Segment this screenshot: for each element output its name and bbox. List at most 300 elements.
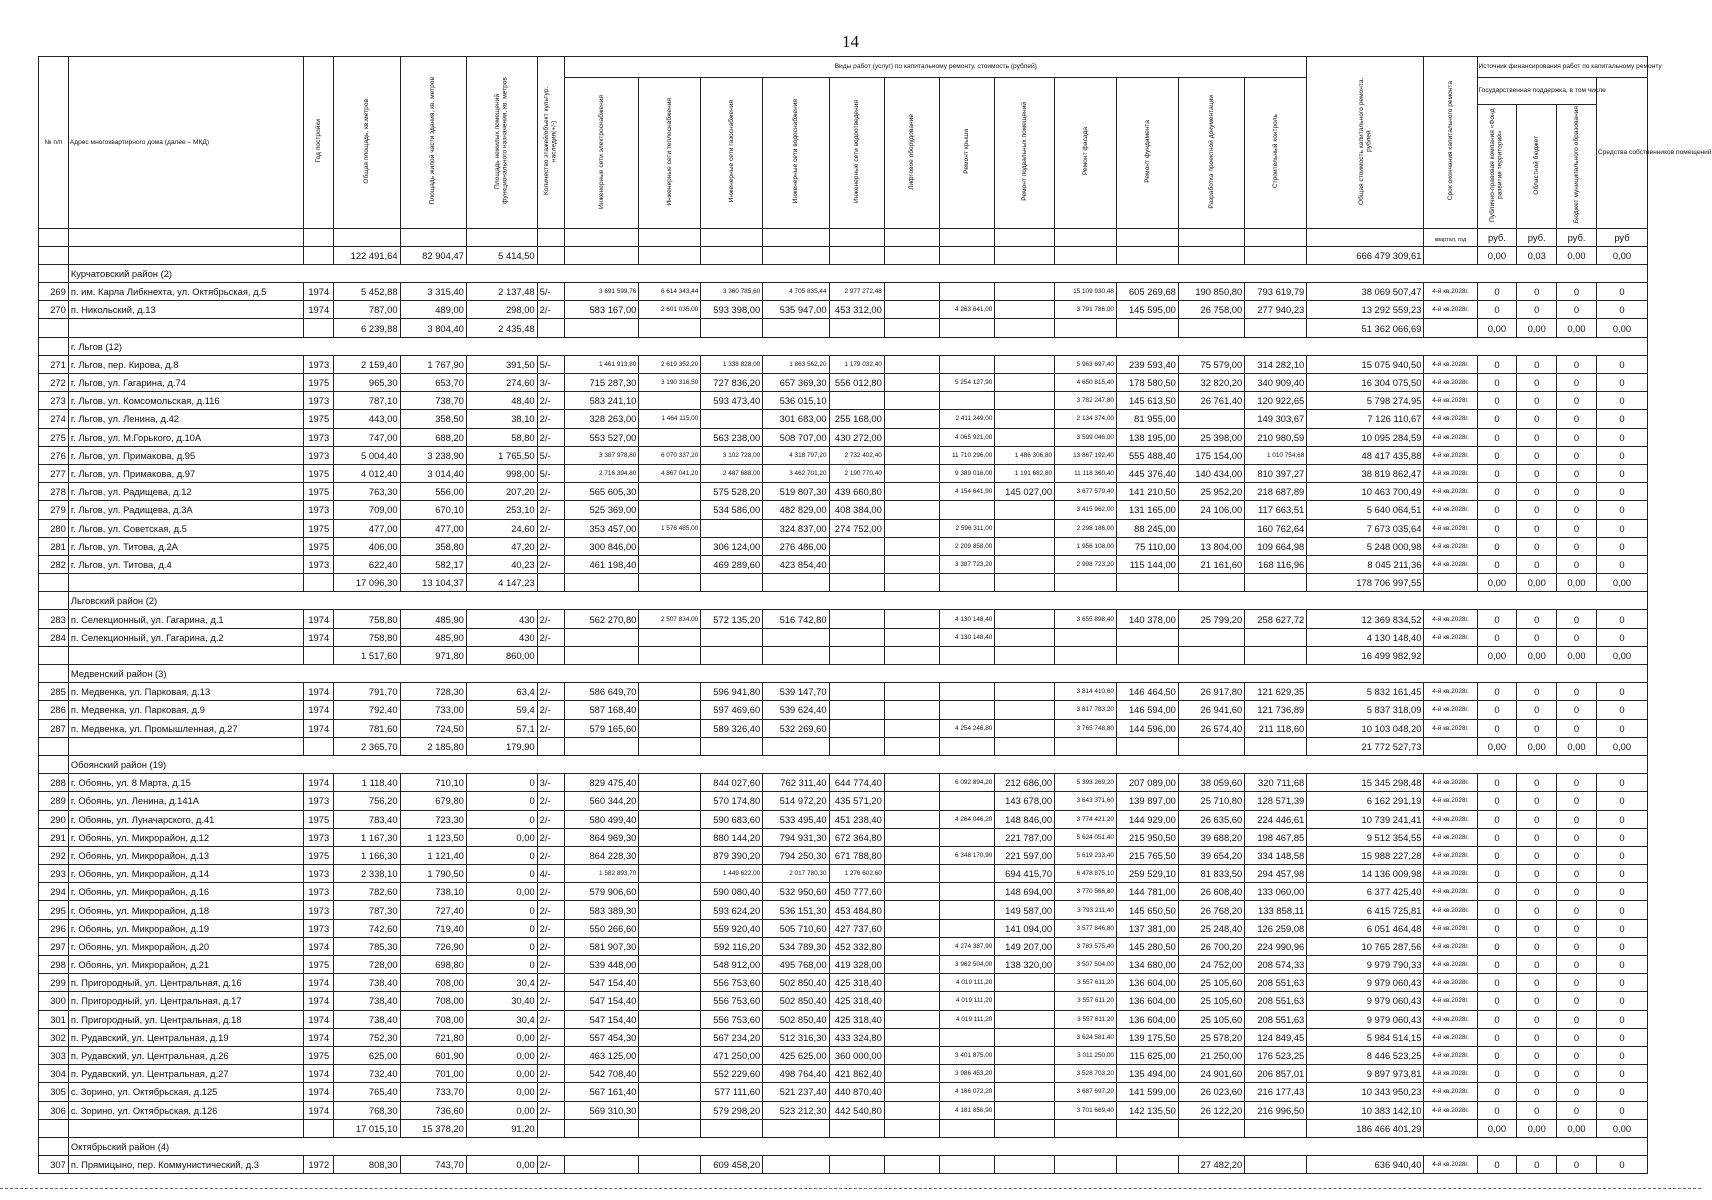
page-bottom-rule bbox=[0, 1188, 1701, 1189]
work-power-cost: 586 649,70 bbox=[565, 683, 639, 701]
work-gas-cost: 1 449 622,00 bbox=[701, 865, 763, 883]
empty-cell bbox=[1116, 737, 1178, 755]
work-roof-cost: 2 411 249,00 bbox=[940, 410, 995, 428]
funding-value: 0 bbox=[1477, 956, 1517, 974]
house-address: п. Селекционный, ул. Гагарина, д.2 bbox=[68, 628, 304, 646]
empty-cell bbox=[940, 319, 995, 337]
funding-value: 0 bbox=[1477, 701, 1517, 719]
work-basement-cost: 143 678,00 bbox=[995, 792, 1055, 810]
subtotal-nonliving-area: 860,00 bbox=[466, 646, 537, 664]
funding-value: 0 bbox=[1517, 1046, 1557, 1064]
total-cost: 10 383 142,10 bbox=[1307, 1101, 1424, 1119]
funding-value: 0 bbox=[1596, 974, 1647, 992]
funding-value: 0 bbox=[1557, 501, 1597, 519]
subtotal-funding-value: 0,00 bbox=[1477, 646, 1517, 664]
living-area: 721,80 bbox=[400, 1028, 466, 1046]
header-total-cost: Общая стоимость капитального ремонта, рублей bbox=[1307, 57, 1424, 229]
work-lift-cost bbox=[884, 828, 939, 846]
empty-cell bbox=[701, 246, 763, 264]
subtotal-living-area: 13 104,37 bbox=[400, 574, 466, 592]
work-facade-cost: 5 619 233,40 bbox=[1055, 846, 1117, 864]
work-drain-cost: 1 276 602,60 bbox=[829, 865, 884, 883]
house-address: п. Никольский, д.13 bbox=[68, 301, 304, 319]
floors-culture: 2/- bbox=[537, 392, 565, 410]
work-gas-cost: 844 027,60 bbox=[701, 774, 763, 792]
work-power-cost: 1 461 913,80 bbox=[565, 355, 639, 373]
nonliving-area: 391,50 bbox=[466, 355, 537, 373]
house-address: п. Медвенка, ул. Парковая, д.9 bbox=[68, 701, 304, 719]
work-drain-cost: 2 732 402,40 bbox=[829, 446, 884, 464]
total-area: 785,30 bbox=[334, 937, 400, 955]
living-area: 679,80 bbox=[400, 792, 466, 810]
work-water-cost: 301 683,00 bbox=[763, 410, 829, 428]
work-design-cost: 24 752,00 bbox=[1178, 956, 1244, 974]
work-foundation-cost: 605 269,68 bbox=[1116, 283, 1178, 301]
house-address: г. Льгов, ул. Комсомольская, д.116 bbox=[68, 392, 304, 410]
work-power-cost: 547 154,40 bbox=[565, 992, 639, 1010]
work-lift-cost bbox=[884, 446, 939, 464]
empty-cell bbox=[884, 646, 939, 664]
funding-value: 0 bbox=[1557, 919, 1597, 937]
nonliving-area: 48,40 bbox=[466, 392, 537, 410]
nonliving-area: 30,4 bbox=[466, 974, 537, 992]
work-heat-cost: 2 619 352,20 bbox=[639, 355, 701, 373]
living-area: 556,00 bbox=[400, 483, 466, 501]
work-facade-cost: 3 774 421,20 bbox=[1055, 810, 1117, 828]
work-facade-cost: 3 701 669,40 bbox=[1055, 1101, 1117, 1119]
nonliving-area: 24,60 bbox=[466, 519, 537, 537]
deadline-quarter: 4-й кв.2028г. bbox=[1424, 956, 1477, 974]
empty-cell bbox=[39, 246, 69, 264]
deadline-quarter: 4-й кв.2028г. bbox=[1424, 974, 1477, 992]
nonliving-area: 430 bbox=[466, 610, 537, 628]
deadline-quarter: 4-й кв.2028г. bbox=[1424, 610, 1477, 628]
funding-value: 0 bbox=[1477, 628, 1517, 646]
deadline-quarter: 4-й кв.2028г. bbox=[1424, 392, 1477, 410]
living-area: 1 767,90 bbox=[400, 355, 466, 373]
funding-value: 0 bbox=[1517, 937, 1557, 955]
funding-value: 0 bbox=[1557, 428, 1597, 446]
work-lift-cost bbox=[884, 301, 939, 319]
nonliving-area: 0 bbox=[466, 865, 537, 883]
work-gas-cost: 3 360 785,60 bbox=[701, 283, 763, 301]
work-heat-cost bbox=[639, 846, 701, 864]
row-number: 282 bbox=[39, 555, 69, 573]
funding-value: 0 bbox=[1477, 1028, 1517, 1046]
work-roof-cost: 4 154 641,90 bbox=[940, 483, 995, 501]
deadline-quarter: 4-й кв.2028г. bbox=[1424, 1010, 1477, 1028]
total-area: 765,40 bbox=[334, 1083, 400, 1101]
work-water-cost: 505 710,60 bbox=[763, 919, 829, 937]
living-area: 1 123,50 bbox=[400, 828, 466, 846]
work-lift-cost bbox=[884, 483, 939, 501]
work-gas-cost: 589 326,40 bbox=[701, 719, 763, 737]
funding-value: 0 bbox=[1517, 919, 1557, 937]
work-design-cost: 25 578,20 bbox=[1178, 1028, 1244, 1046]
empty-cell bbox=[304, 246, 334, 264]
work-power-cost: 569 310,30 bbox=[565, 1101, 639, 1119]
house-row bbox=[39, 792, 1648, 810]
subtotal-total-cost: 178 706 997,55 bbox=[1307, 574, 1424, 592]
total-cost: 13 292 559,23 bbox=[1307, 301, 1424, 319]
empty-cell bbox=[1424, 319, 1477, 337]
work-lift-cost bbox=[884, 974, 939, 992]
work-facade-cost: 3 677 579,40 bbox=[1055, 483, 1117, 501]
funding-value: 0 bbox=[1596, 610, 1647, 628]
total-area: 738,40 bbox=[334, 1010, 400, 1028]
work-design-cost bbox=[1178, 628, 1244, 646]
subtotal-funding-value: 0,00 bbox=[1557, 319, 1597, 337]
district-name: Обоянский район (19) bbox=[68, 755, 1647, 773]
deadline-quarter: 4-й кв.2028г. bbox=[1424, 883, 1477, 901]
build-year: 1974 bbox=[304, 610, 334, 628]
empty-cell bbox=[39, 264, 69, 282]
work-foundation-cost: 145 595,00 bbox=[1116, 301, 1178, 319]
total-cost: 6 377 425,40 bbox=[1307, 883, 1424, 901]
living-area: 1 790,50 bbox=[400, 865, 466, 883]
row-number: 283 bbox=[39, 610, 69, 628]
total-area: 738,40 bbox=[334, 974, 400, 992]
empty-cell bbox=[39, 665, 69, 683]
funding-value: 0 bbox=[1517, 683, 1557, 701]
funding-value: 0 bbox=[1596, 1156, 1647, 1174]
empty-cell bbox=[995, 1119, 1055, 1137]
nonliving-area: 0 bbox=[466, 810, 537, 828]
row-number: 277 bbox=[39, 464, 69, 482]
house-row bbox=[39, 1083, 1648, 1101]
floors-culture: 2/- bbox=[537, 846, 565, 864]
living-area: 698,80 bbox=[400, 956, 466, 974]
living-area: 724,50 bbox=[400, 719, 466, 737]
empty-cell bbox=[1178, 574, 1244, 592]
header-num: № п/п bbox=[39, 57, 69, 229]
funding-value: 0 bbox=[1596, 483, 1647, 501]
house-row bbox=[39, 301, 1648, 319]
nonliving-area: 57,1 bbox=[466, 719, 537, 737]
nonliving-area: 59,4 bbox=[466, 701, 537, 719]
house-row bbox=[39, 610, 1648, 628]
header-fund: Публично-правовая компания «Фонд развития территорий» bbox=[1477, 105, 1517, 229]
funding-value: 0 bbox=[1517, 1083, 1557, 1101]
living-area: 743,70 bbox=[400, 1156, 466, 1174]
funding-value: 0 bbox=[1477, 610, 1517, 628]
house-address: г. Обоянь, ул. Микрорайон, д.14 bbox=[68, 865, 304, 883]
subtotal-funding-value: 0,00 bbox=[1517, 737, 1557, 755]
total-cost: 9 979 060,43 bbox=[1307, 974, 1424, 992]
funding-value: 0 bbox=[1557, 901, 1597, 919]
work-water-cost: 519 807,30 bbox=[763, 483, 829, 501]
nonliving-area: 0 bbox=[466, 919, 537, 937]
total-cost: 15 075 940,50 bbox=[1307, 355, 1424, 373]
work-basement-cost bbox=[995, 519, 1055, 537]
floors-culture: 2/- bbox=[537, 610, 565, 628]
work-foundation-cost: 178 580,50 bbox=[1116, 374, 1178, 392]
work-gas-cost: 609 458,20 bbox=[701, 1156, 763, 1174]
unit-deadline: квартал, год bbox=[1424, 228, 1477, 246]
work-basement-cost: 221 787,00 bbox=[995, 828, 1055, 846]
nonliving-area: 58,80 bbox=[466, 428, 537, 446]
work-gas-cost: 306 124,00 bbox=[701, 537, 763, 555]
funding-value: 0 bbox=[1596, 501, 1647, 519]
empty-cell bbox=[1116, 574, 1178, 592]
subtotal-funding-value: 0,00 bbox=[1596, 1119, 1647, 1137]
funding-value: 0 bbox=[1477, 901, 1517, 919]
funding-value: 0 bbox=[1517, 883, 1557, 901]
work-roof-cost: 4 264 046,20 bbox=[940, 810, 995, 828]
work-facade-cost: 3 011 250,00 bbox=[1055, 1046, 1117, 1064]
work-facade-cost: 3 765 748,80 bbox=[1055, 719, 1117, 737]
work-drain-cost: 442 540,80 bbox=[829, 1101, 884, 1119]
work-power-cost: 539 448,00 bbox=[565, 956, 639, 974]
subtotal-funding-value: 0,00 bbox=[1557, 646, 1597, 664]
work-roof-cost bbox=[940, 792, 995, 810]
total-area: 406,00 bbox=[334, 537, 400, 555]
deadline-quarter: 4-й кв.2028г. bbox=[1424, 1028, 1477, 1046]
work-water-cost: 794 931,30 bbox=[763, 828, 829, 846]
funding-value: 0 bbox=[1477, 719, 1517, 737]
work-heat-cost bbox=[639, 683, 701, 701]
empty-cell bbox=[565, 1119, 639, 1137]
work-gas-cost: 592 116,20 bbox=[701, 937, 763, 955]
living-area: 358,80 bbox=[400, 537, 466, 555]
work-roof-cost: 6 092 894,20 bbox=[940, 774, 995, 792]
empty-cell bbox=[829, 319, 884, 337]
build-year: 1975 bbox=[304, 1046, 334, 1064]
work-lift-cost bbox=[884, 719, 939, 737]
house-row bbox=[39, 537, 1648, 555]
empty-cell bbox=[829, 646, 884, 664]
work-foundation-cost: 141 210,50 bbox=[1116, 483, 1178, 501]
work-heat-cost bbox=[639, 1156, 701, 1174]
header-state-support: Государственная поддержка, в том числе bbox=[1477, 78, 1596, 105]
funding-value: 0 bbox=[1557, 828, 1597, 846]
header-nonliving-area: Площадь нежилых помещений функционального назначения, кв. метров bbox=[466, 57, 537, 229]
work-lift-cost bbox=[884, 1010, 939, 1028]
work-lift-cost bbox=[884, 392, 939, 410]
house-row bbox=[39, 628, 1648, 646]
empty-cell bbox=[639, 246, 701, 264]
work-drain-cost bbox=[829, 610, 884, 628]
work-drain-cost: 2 190 770,40 bbox=[829, 464, 884, 482]
work-control-cost: 224 990,96 bbox=[1245, 937, 1307, 955]
total-cost: 16 304 075,50 bbox=[1307, 374, 1424, 392]
row-number: 276 bbox=[39, 446, 69, 464]
work-control-cost: 126 259,08 bbox=[1245, 919, 1307, 937]
work-lift-cost bbox=[884, 846, 939, 864]
living-area: 701,00 bbox=[400, 1065, 466, 1083]
funding-value: 0 bbox=[1596, 865, 1647, 883]
work-power-cost: 547 154,40 bbox=[565, 1010, 639, 1028]
funding-value: 0 bbox=[1557, 683, 1597, 701]
work-design-cost: 32 820,20 bbox=[1178, 374, 1244, 392]
deadline-quarter: 4-й кв.2028г. bbox=[1424, 374, 1477, 392]
work-gas-cost: 563 238,00 bbox=[701, 428, 763, 446]
house-address: г. Льгов, ул. Гагарина, д.74 bbox=[68, 374, 304, 392]
work-water-cost: 657 369,30 bbox=[763, 374, 829, 392]
nonliving-area: 47,20 bbox=[466, 537, 537, 555]
work-design-cost: 38 059,60 bbox=[1178, 774, 1244, 792]
work-drain-cost: 451 238,40 bbox=[829, 810, 884, 828]
nonliving-area: 38,10 bbox=[466, 410, 537, 428]
row-number: 297 bbox=[39, 937, 69, 955]
work-water-cost: 534 789,30 bbox=[763, 937, 829, 955]
subtotal-funding-value: 0,00 bbox=[1517, 646, 1557, 664]
subtotal-funding-value: 0,00 bbox=[1596, 737, 1647, 755]
subtotal-nonliving-area: 91,20 bbox=[466, 1119, 537, 1137]
subtotal-funding-value: 0,00 bbox=[1517, 319, 1557, 337]
total-cost: 15 988 227,28 bbox=[1307, 846, 1424, 864]
build-year: 1974 bbox=[304, 683, 334, 701]
deadline-quarter: 4-й кв.2028г. bbox=[1424, 428, 1477, 446]
work-foundation-cost: 115 625,00 bbox=[1116, 1046, 1178, 1064]
work-power-cost: 580 499,40 bbox=[565, 810, 639, 828]
nonliving-area: 0 bbox=[466, 956, 537, 974]
work-foundation-cost: 141 599,00 bbox=[1116, 1083, 1178, 1101]
nonliving-area: 998,00 bbox=[466, 464, 537, 482]
build-year: 1973 bbox=[304, 901, 334, 919]
funding-value: 0 bbox=[1477, 1083, 1517, 1101]
work-water-cost: 2 017 780,30 bbox=[763, 865, 829, 883]
deadline-quarter: 4-й кв.2028г. bbox=[1424, 792, 1477, 810]
deadline-quarter: 4-й кв.2028г. bbox=[1424, 410, 1477, 428]
work-gas-cost: 590 080,40 bbox=[701, 883, 763, 901]
empty-cell bbox=[829, 574, 884, 592]
empty-cell bbox=[829, 1119, 884, 1137]
work-foundation-cost: 75 110,00 bbox=[1116, 537, 1178, 555]
row-number: 285 bbox=[39, 683, 69, 701]
work-basement-cost: 694 415,70 bbox=[995, 865, 1055, 883]
total-cost: 9 979 060,43 bbox=[1307, 992, 1424, 1010]
work-control-cost: 218 687,89 bbox=[1245, 483, 1307, 501]
funding-value: 0 bbox=[1517, 956, 1557, 974]
work-drain-cost: 453 484,80 bbox=[829, 901, 884, 919]
work-control-cost: 128 571,39 bbox=[1245, 792, 1307, 810]
work-drain-cost: 421 862,40 bbox=[829, 1065, 884, 1083]
row-number: 294 bbox=[39, 883, 69, 901]
work-drain-cost bbox=[829, 628, 884, 646]
subtotal-living-area: 82 904,47 bbox=[400, 246, 466, 264]
subtotal-total-cost: 16 499 982,92 bbox=[1307, 646, 1424, 664]
work-design-cost: 27 482,20 bbox=[1178, 1156, 1244, 1174]
work-control-cost: 121 736,89 bbox=[1245, 701, 1307, 719]
work-heat-cost bbox=[639, 865, 701, 883]
funding-value: 0 bbox=[1557, 1156, 1597, 1174]
work-foundation-cost: 115 144,00 bbox=[1116, 555, 1178, 573]
district-name: Курчатовский район (2) bbox=[68, 264, 1647, 282]
funding-value: 0 bbox=[1517, 610, 1557, 628]
work-control-cost: 258 627,72 bbox=[1245, 610, 1307, 628]
nonliving-area: 0,00 bbox=[466, 1083, 537, 1101]
subtotal-total-area: 1 517,60 bbox=[334, 646, 400, 664]
work-lift-cost bbox=[884, 901, 939, 919]
work-power-cost: 542 708,40 bbox=[565, 1065, 639, 1083]
work-roof-cost bbox=[940, 901, 995, 919]
total-area: 792,40 bbox=[334, 701, 400, 719]
deadline-quarter: 4-й кв.2028г. bbox=[1424, 1156, 1477, 1174]
work-gas-cost: 593 398,00 bbox=[701, 301, 763, 319]
funding-value: 0 bbox=[1557, 628, 1597, 646]
work-roof-cost: 3 962 504,00 bbox=[940, 956, 995, 974]
work-lift-cost bbox=[884, 792, 939, 810]
empty-cell bbox=[1245, 246, 1307, 264]
funding-value: 0 bbox=[1596, 719, 1647, 737]
total-cost: 9 979 060,43 bbox=[1307, 1010, 1424, 1028]
house-address: г. Обоянь, ул. Микрорайон, д.19 bbox=[68, 919, 304, 937]
work-foundation-cost: 145 613,50 bbox=[1116, 392, 1178, 410]
floors-culture: 4/- bbox=[537, 865, 565, 883]
house-address: п. им. Карла Либкнехта, ул. Октябрьская, д.5 bbox=[68, 283, 304, 301]
work-foundation-cost: 207 089,00 bbox=[1116, 774, 1178, 792]
work-heat-cost bbox=[639, 719, 701, 737]
work-facade-cost: 3 624 581,40 bbox=[1055, 1028, 1117, 1046]
work-drain-cost bbox=[829, 555, 884, 573]
floors-culture: 2/- bbox=[537, 1083, 565, 1101]
work-power-cost: 3 691 599,76 bbox=[565, 283, 639, 301]
work-roof-cost bbox=[940, 865, 995, 883]
total-cost: 10 343 950,23 bbox=[1307, 1083, 1424, 1101]
work-foundation-cost: 146 464,50 bbox=[1116, 683, 1178, 701]
work-design-cost: 24 901,60 bbox=[1178, 1065, 1244, 1083]
house-row bbox=[39, 555, 1648, 573]
work-design-cost: 25 799,20 bbox=[1178, 610, 1244, 628]
house-row bbox=[39, 1101, 1648, 1119]
total-area: 791,70 bbox=[334, 683, 400, 701]
work-roof-cost: 3 401 875,00 bbox=[940, 1046, 995, 1064]
work-facade-cost: 3 557 611,20 bbox=[1055, 1010, 1117, 1028]
work-facade-cost: 3 557 611,20 bbox=[1055, 974, 1117, 992]
deadline-quarter: 4-й кв.2028г. bbox=[1424, 555, 1477, 573]
empty-cell bbox=[1178, 737, 1244, 755]
total-area: 5 452,88 bbox=[334, 283, 400, 301]
empty-cell bbox=[39, 337, 69, 355]
header-work-heat: Инженерные сети теплоснабжения bbox=[639, 78, 701, 229]
work-foundation-cost: 81 955,00 bbox=[1116, 410, 1178, 428]
nonliving-area: 0,00 bbox=[466, 828, 537, 846]
funding-value: 0 bbox=[1557, 846, 1597, 864]
total-cost: 5 640 064,51 bbox=[1307, 501, 1424, 519]
work-heat-cost bbox=[639, 428, 701, 446]
house-row bbox=[39, 774, 1648, 792]
work-gas-cost: 567 234,20 bbox=[701, 1028, 763, 1046]
work-foundation-cost: 146 594,00 bbox=[1116, 701, 1178, 719]
work-gas-cost: 534 586,00 bbox=[701, 501, 763, 519]
floors-culture: 2/- bbox=[537, 628, 565, 646]
empty-cell bbox=[39, 319, 69, 337]
work-basement-cost bbox=[995, 374, 1055, 392]
row-number: 301 bbox=[39, 1010, 69, 1028]
subtotal-funding-value: 0,00 bbox=[1477, 319, 1517, 337]
work-basement-cost: 1 486 306,80 bbox=[995, 446, 1055, 464]
row-number: 272 bbox=[39, 374, 69, 392]
header-floors-culture: Количество этажей/объект культур. наследия(+/-) bbox=[537, 57, 565, 229]
district-name: г. Льгов (12) bbox=[68, 337, 1647, 355]
work-power-cost bbox=[565, 1156, 639, 1174]
work-lift-cost bbox=[884, 374, 939, 392]
floors-culture: 2/- bbox=[537, 701, 565, 719]
work-control-cost: 277 940,23 bbox=[1245, 301, 1307, 319]
work-roof-cost: 4 274 387,90 bbox=[940, 937, 995, 955]
work-heat-cost: 1 464 115,00 bbox=[639, 410, 701, 428]
work-drain-cost: 360 000,00 bbox=[829, 1046, 884, 1064]
funding-value: 0 bbox=[1477, 410, 1517, 428]
total-area: 787,10 bbox=[334, 392, 400, 410]
funding-value: 0 bbox=[1557, 555, 1597, 573]
build-year: 1974 bbox=[304, 937, 334, 955]
house-address: г. Обоянь, ул. Ленина, д.141А bbox=[68, 792, 304, 810]
district-header-row bbox=[39, 755, 1648, 773]
empty-cell bbox=[884, 574, 939, 592]
work-gas-cost: 1 338 828,00 bbox=[701, 355, 763, 373]
